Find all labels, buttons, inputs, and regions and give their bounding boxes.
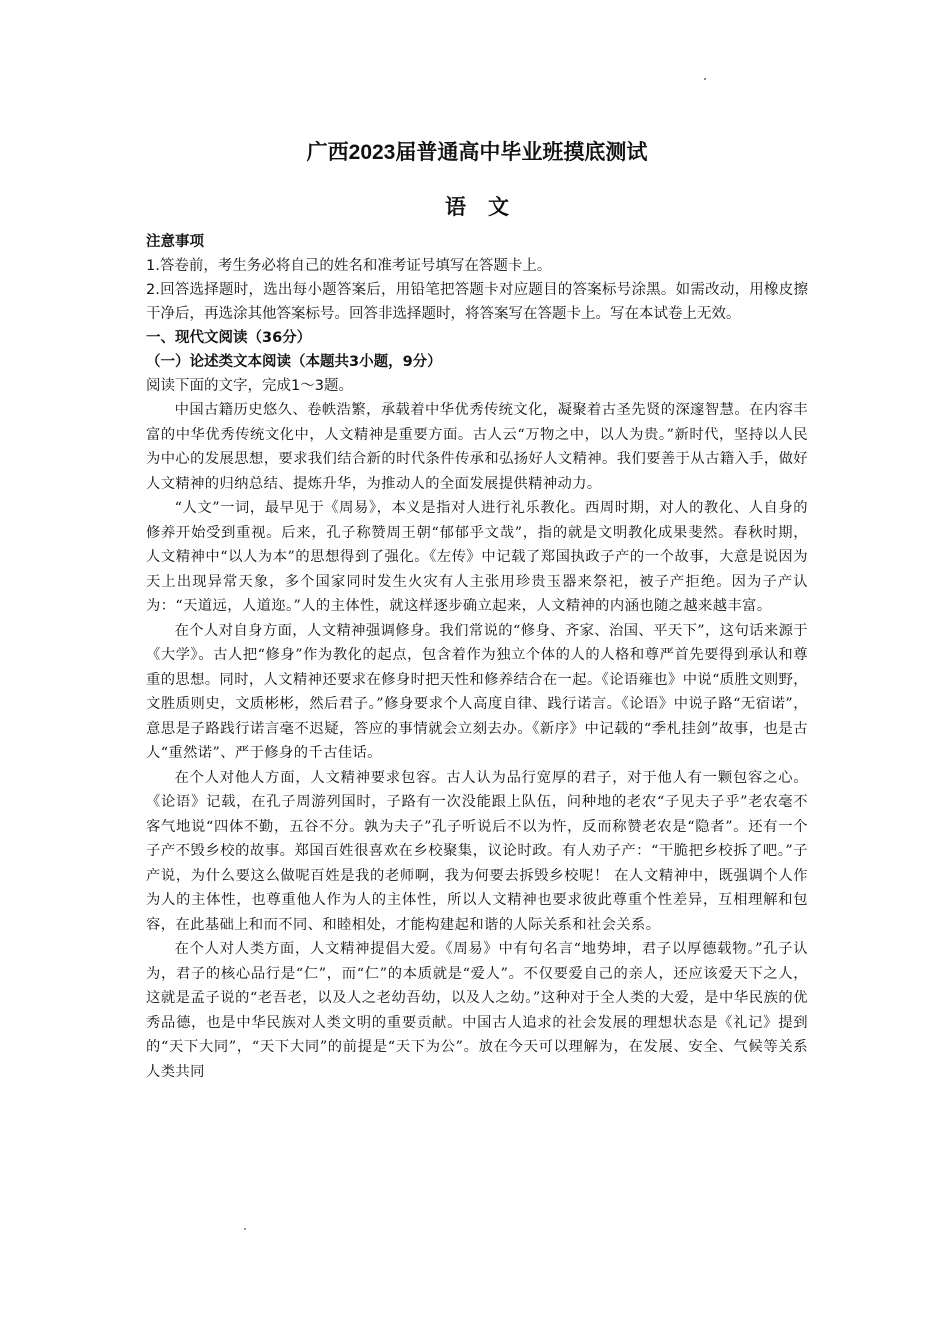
reading-instruction: 阅读下面的文字，完成1～3题。 [146,378,353,394]
exam-title: 广西2023届普通高中毕业班摸底测试 [306,141,648,164]
subject-title: 语文 [445,195,531,219]
notice-item-2: 2.回答选择题时，选出每小题答案后，用铅笔把答题卡对应题目的答案标号涂黑。如需改动，用橡皮擦干净后，再选涂其他答案标号。回答非选择题时，将答案写在答题卡上。写在本试卷上无效。 [146,282,808,322]
subsection-heading: （一）论述类文本阅读（本题共3小题，9分） [146,354,442,370]
scan-dot-mark-bottom [244,1228,246,1230]
passage-paragraph-2: “人文”一词，最早见于《周易》，本义是指对人进行礼乐教化。西周时期，对人的教化、人自身的修养开始受到重视。后来，孔子称赞周王朝“郁郁乎文哉”，指的就是文明教化成果斐然。春秋时期，人文精神中“以人为本”的思想得到了强化。《左传》中记载了郑国执政子产的一个故事，大意是说因为天上出现异常天象，多个国家同时发生火灾有人主张用珍贵玉器来祭祀，被子产拒绝。因为子产认为：“天道远，人道迩。”人的主体性，就这样逐步确立起来，人文精神的内涵也随之越来越丰富。 [146,500,808,614]
passage-paragraph-5: 在个人对人类方面，人文精神提倡大爱。《周易》中有句名言“地势坤，君子以厚德载物。”孔子认为，君子的核心品行是“仁”，而“仁”的本质就是“爱人”。不仅要爱自己的亲人，还应该爱天下之人，这就是孟子说的“老吾老，以及人之老幼吾幼，以及人之幼。”这种对于全人类的大爱，是中华民族的优秀品德，也是中华民族对人类文明的重要贡献。中国古人追求的社会发展的理想状态是《礼记》提到的“天下大同”，“天下大同”的前提是“天下为公”。放在今天可以理解为，在发展、安全、气候等关系人类共同 [146,941,808,1080]
passage-paragraph-1: 中国古籍历史悠久、卷帙浩繁，承载着中华优秀传统文化，凝聚着古圣先贤的深邃智慧。在内容丰富的中华优秀传统文化中，人文精神是重要方面。古人云“万物之中，以人为贵。”新时代，坚持以人民为中心的发展思想，要求我们结合新的时代条件传承和弘扬好人文精神。我们要善于从古籍入手，做好人文精神的归纳总结、提炼升华，为推动人的全面发展提供精神动力。 [146,402,808,492]
scan-dot-mark [704,78,706,80]
exam-page [146,130,808,1084]
notice-heading: 注意事项 [146,234,204,250]
passage-paragraph-4: 在个人对他人方面，人文精神要求包容。古人认为品行宽厚的君子，对于他人有一颗包容之心。《论语》记载，在孔子周游列国时，子路有一次没能跟上队伍，问种地的老农“子见夫子乎”老农毫不客气地说“四体不勤，五谷不分。孰为夫子”孔子听说后不以为忤，反而称赞老农是“隐者”。还有一个子产不毁乡校的故事。郑国百姓很喜欢在乡校聚集，议论时政。有人劝子产：“干脆把乡校拆了吧。”子产说，为什么要这么做呢百姓是我的老师啊，我为何要去拆毁乡校呢！ 在人文精神中，既强调个人作为人的主体性，也尊重他人作为人的主体性，所以人文精神也要求彼此尊重个性差异，互相理解和包容，在此基础上和而不同、和睦相处，才能构建起和谐的人际关系和社会关系。 [146,769,808,933]
passage-paragraph-3: 在个人对自身方面，人文精神强调修身。我们常说的“修身、齐家、治国、平天下”，这句话来源于《大学》。古人把“修身”作为教化的起点，包含着作为独立个体的人的人格和尊严首先要得到承认和尊重的思想。同时，人文精神还要求在修身时把天性和修养结合在一起。《论语雍也》中说“质胜文则野，文胜质则史，文质彬彬，然后君子。”修身要求个人高度自律、践行诺言。《论语》中说子路“无宿诺”，意思是子路践行诺言毫不迟疑，答应的事情就会立刻去办。《新序》中记载的“季札挂剑”故事，也是古人“重然诺”、严于修身的千古佳话。 [146,622,808,761]
section-heading: 一、现代文阅读（36分） [146,330,312,346]
notice-item-1: 1.答卷前，考生务必将自己的姓名和准考证号填写在答题卡上。 [146,258,552,274]
